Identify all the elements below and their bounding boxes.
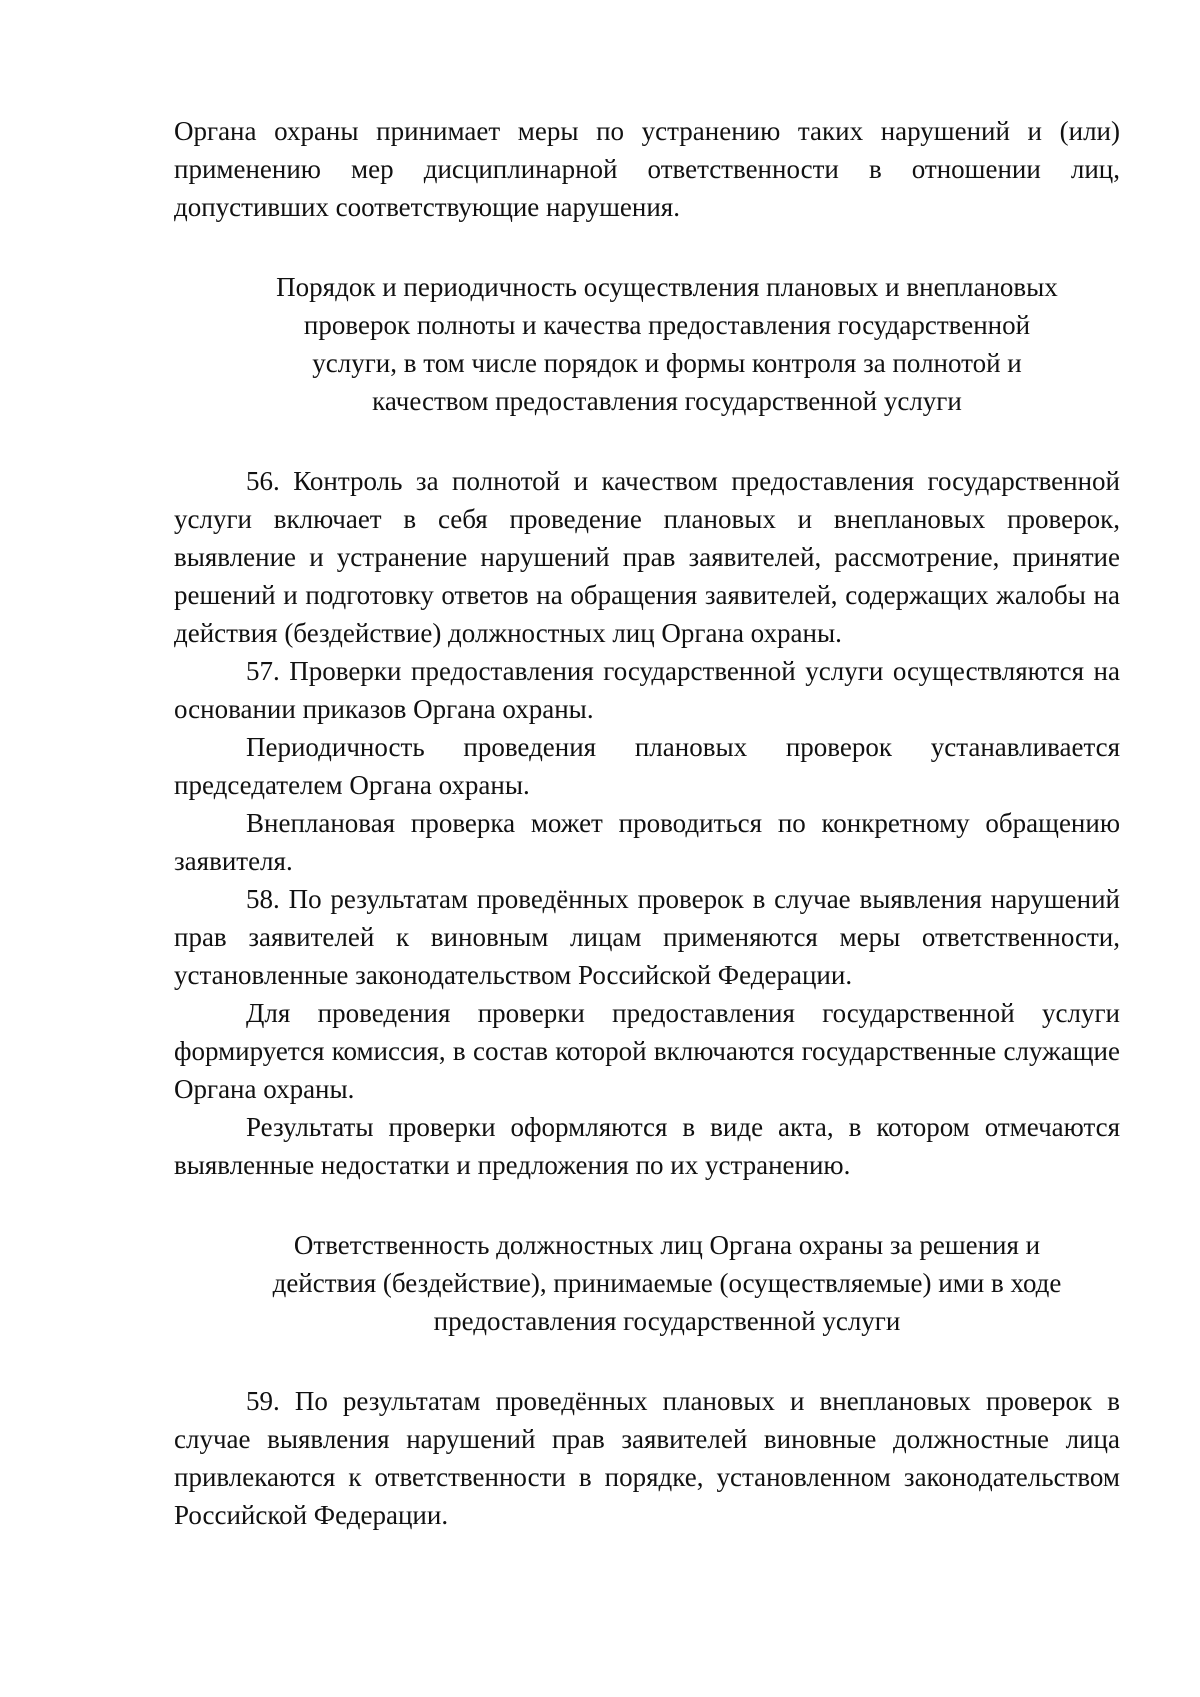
- section-heading-responsibility: [174, 1226, 1120, 1340]
- document-page: [174, 112, 1120, 1534]
- heading-line: качеством предоставления государственной услуги: [372, 386, 962, 416]
- paragraph-57: 57. Проверки предоставления государственной услуги осуществляются на основании приказов Органа охраны.: [174, 656, 1120, 724]
- paragraph-commission: Для проведения проверки предоставления государственной услуги формируется комиссия, в состав которой включаются государственные служащие Органа охраны.: [174, 998, 1120, 1104]
- paragraph-unscheduled-check: Внеплановая проверка может проводиться по конкретному обращению заявителя.: [174, 808, 1120, 876]
- paragraph-59: 59. По результатам проведённых плановых и внеплановых проверок в случае выявления нарушений прав заявителей виновные должностные лица привлекаются к ответственности в порядке, установленном законодательством Российской Федерации.: [174, 1386, 1120, 1530]
- heading-line: Ответственность должностных лиц Органа охраны за решения и: [293, 1230, 1041, 1260]
- paragraph-results: Результаты проверки оформляются в виде акта, в котором отмечаются выявленные недостатки и предложения по их устранению.: [174, 1112, 1120, 1180]
- intro-paragraph: Органа охраны принимает меры по устранению таких нарушений и (или) применению мер дисциплинарной ответственности в отношении лиц, допустивших соответствующие нарушения.: [174, 116, 1120, 222]
- paragraph-56: 56. Контроль за полнотой и качеством предоставления государственной услуги включает в себя проведение плановых и внеплановых проверок, выявление и устранение нарушений прав заявителей, рассмотрение, принятие решений и подготовку ответов на обращения заявителей, содержащих жалобы на действия (бездействие) должностных лиц Органа охраны.: [174, 466, 1120, 648]
- heading-text: [174, 1226, 1120, 1340]
- heading-line: предоставления государственной услуги: [433, 1306, 901, 1336]
- heading-line: проверок полноты и качества предоставления государственной: [303, 310, 1031, 340]
- paragraph-58: 58. По результатам проведённых проверок в случае выявления нарушений прав заявителей к виновным лицам применяются меры ответственности, установленные законодательством Российской Федерации.: [174, 884, 1120, 990]
- heading-line: Порядок и периодичность осуществления плановых и внеплановых: [276, 272, 1058, 302]
- section-heading-control-procedure: [174, 268, 1120, 420]
- heading-line: услуги, в том числе порядок и формы контроля за полнотой и: [312, 348, 1022, 378]
- paragraph-periodicity: Периодичность проведения плановых проверок устанавливается председателем Органа охраны.: [174, 732, 1120, 800]
- heading-line: действия (бездействие), принимаемые (осуществляемые) ими в ходе: [272, 1268, 1062, 1298]
- heading-text: [174, 268, 1120, 420]
